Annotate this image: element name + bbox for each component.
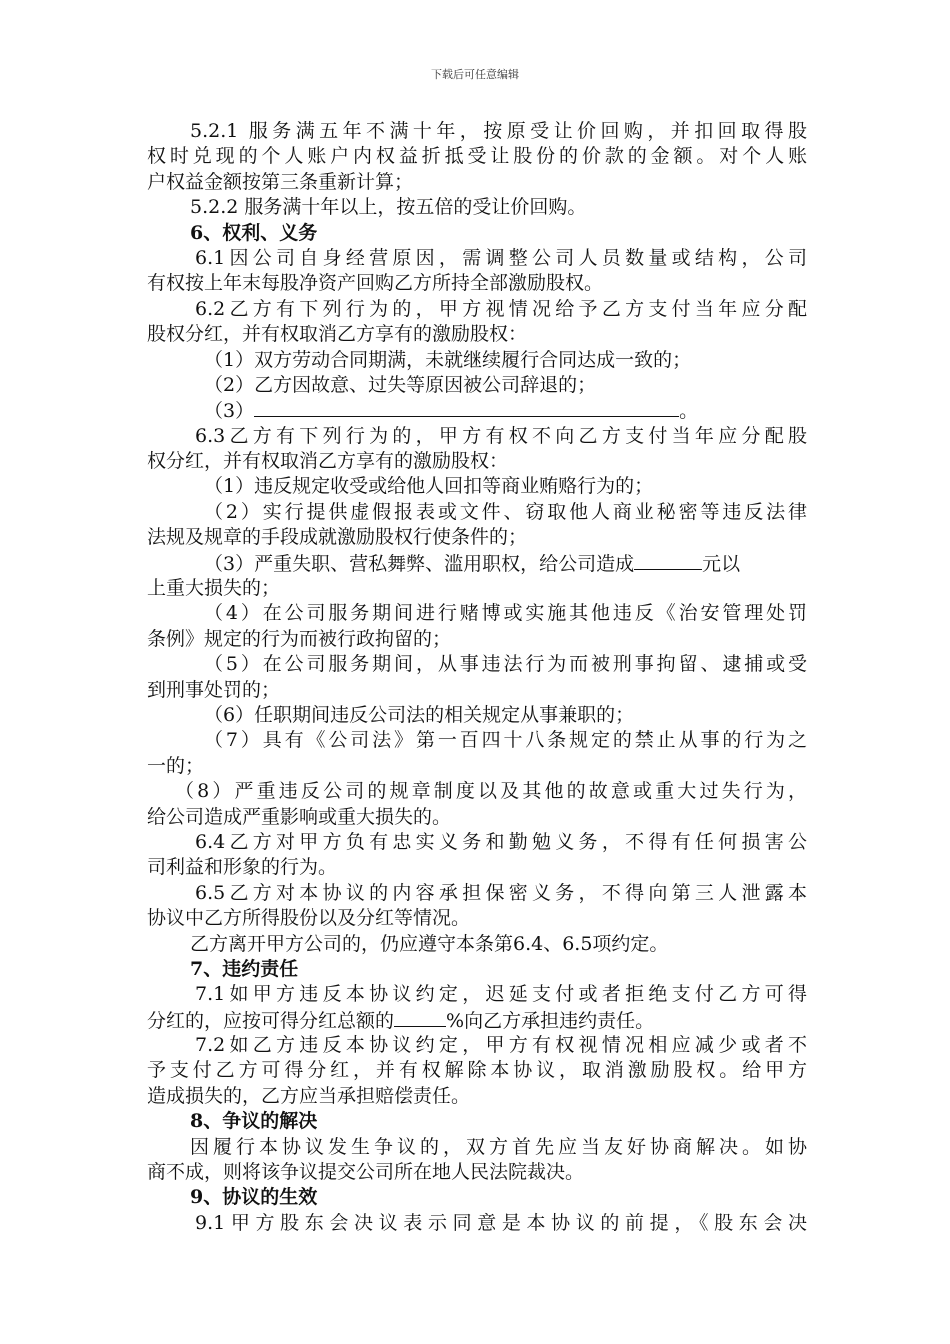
fill-in-blank — [394, 1008, 446, 1027]
section-heading-6: 6、权利、义务 — [190, 221, 318, 244]
paragraph-line: 司利益和形象的行为。 — [147, 856, 338, 879]
paragraph-line: 协议中乙方所得股份以及分红等情况。 — [147, 907, 471, 930]
paragraph-line: 有权按上年末每股净资产回购乙方所持全部激励股权。 — [147, 272, 604, 295]
list-item: （2）实行提供虚假报表或文件、窃取他人商业秘密等违反法律 — [204, 500, 807, 523]
page-header-note: 下载后可任意编辑 — [431, 68, 519, 81]
list-item: （2）乙方因故意、过失等原因被公司辞退的； — [204, 373, 597, 396]
paragraph-line: 户权益金额按第三条重新计算； — [147, 170, 414, 193]
item-text: （3）严重失职、营私舞弊、滥用职权，给公司造成 — [204, 552, 635, 575]
list-item: （1）双方劳动合同期满，未就继续履行合同达成一致的； — [204, 348, 692, 371]
item-number: （3） — [204, 400, 255, 423]
paragraph-line: 6.1因公司自身经营原因，需调整公司人员数量或结构，公司 — [195, 246, 807, 269]
list-item: （6）任职期间违反公司法的相关规定从事兼职的； — [204, 703, 635, 726]
paragraph-line: 6.4乙方对甲方负有忠实义务和勤勉义务，不得有任何损害公 — [195, 830, 807, 853]
list-item: （8）严重违反公司的规章制度以及其他的故意或重大过失行为， — [175, 780, 807, 803]
list-item-with-blank — [147, 398, 807, 423]
paragraph-line: 股权分红，并有权取消乙方享有的激励股权： — [147, 323, 528, 346]
list-item: （1）违反规定收受或给他人回扣等商业贿赂行为的； — [204, 475, 654, 498]
paragraph-line: 5.2.1 服务满五年不满十年，按原受让价回购，并扣回取得股 — [190, 120, 807, 142]
paragraph-line: 7.2如乙方违反本协议约定，甲方有权视情况相应减少或者不 — [195, 1034, 807, 1057]
item-end: 元以 — [702, 552, 741, 575]
section-heading-9: 9、协议的生效 — [190, 1186, 318, 1209]
paragraph-line: 给公司造成严重影响或重大损失的。 — [147, 805, 452, 828]
paragraph-line: 商不成，则将该争议提交公司所在地人民法院裁决。 — [147, 1161, 585, 1184]
paragraph-line: 一的； — [147, 754, 205, 777]
list-item: （5）在公司服务期间，从事违法行为而被刑事拘留、逮捕或受 — [204, 653, 807, 676]
paragraph-line: 因履行本协议发生争议的，双方首先应当友好协商解决。如协 — [190, 1135, 807, 1158]
list-item: （4）在公司服务期间进行赌博或实施其他违反《治安管理处罚 — [204, 602, 807, 625]
paragraph-line: 法规及规章的手段成就激励股权行使条件的； — [147, 526, 528, 549]
section-heading-7: 7、违约责任 — [190, 957, 299, 980]
line-end: %向乙方承担违约责任。 — [446, 1009, 655, 1032]
item-end: 。 — [679, 400, 699, 423]
line-text: 分红的，应按可得分红总额的 — [147, 1009, 395, 1032]
list-item-with-blank — [147, 551, 807, 576]
paragraph-line: 6.5乙方对本协议的内容承担保密义务，不得向第三人泄露本 — [195, 881, 807, 904]
fill-in-blank — [254, 398, 679, 417]
list-item: （7）具有《公司法》第一百四十八条规定的禁止从事的行为之 — [204, 729, 807, 752]
paragraph-line: 5.2.2 服务满十年以上，按五倍的受让价回购。 — [190, 196, 587, 219]
paragraph-line: 乙方离开甲方公司的，仍应遵守本条第6.4、6.5项约定。 — [190, 932, 669, 955]
paragraph-line-with-blank — [147, 1008, 807, 1033]
document-body — [147, 119, 807, 1236]
paragraph-line: 到刑事处罚的； — [147, 678, 281, 701]
paragraph-line: 6.2乙方有下列行为的，甲方视情况给予乙方支付当年应分配 — [195, 297, 807, 320]
section-heading-8: 8、争议的解决 — [190, 1110, 318, 1133]
paragraph-line: 条例》规定的行为而被行政拘留的； — [147, 627, 452, 650]
paragraph-line: 上重大损失的； — [147, 577, 281, 600]
paragraph-line: 7.1如甲方违反本协议约定，迟延支付或者拒绝支付乙方可得 — [195, 983, 807, 1006]
paragraph-line: 予支付乙方可得分红，并有权解除本协议，取消激励股权。给甲方 — [147, 1059, 807, 1082]
fill-in-blank — [634, 551, 702, 570]
paragraph-line: 造成损失的，乙方应当承担赔偿责任。 — [147, 1084, 471, 1107]
paragraph-line: 权分红，并有权取消乙方享有的激励股权： — [147, 450, 509, 473]
paragraph-line: 6.3乙方有下列行为的，甲方有权不向乙方支付当年应分配股 — [195, 424, 807, 447]
paragraph-line: 权时兑现的个人账户内权益折抵受让股份的价款的金额。对个人账 — [147, 145, 807, 168]
paragraph-line: 9.1甲方股东会决议表示同意是本协议的前提，《股东会决 — [195, 1211, 807, 1234]
